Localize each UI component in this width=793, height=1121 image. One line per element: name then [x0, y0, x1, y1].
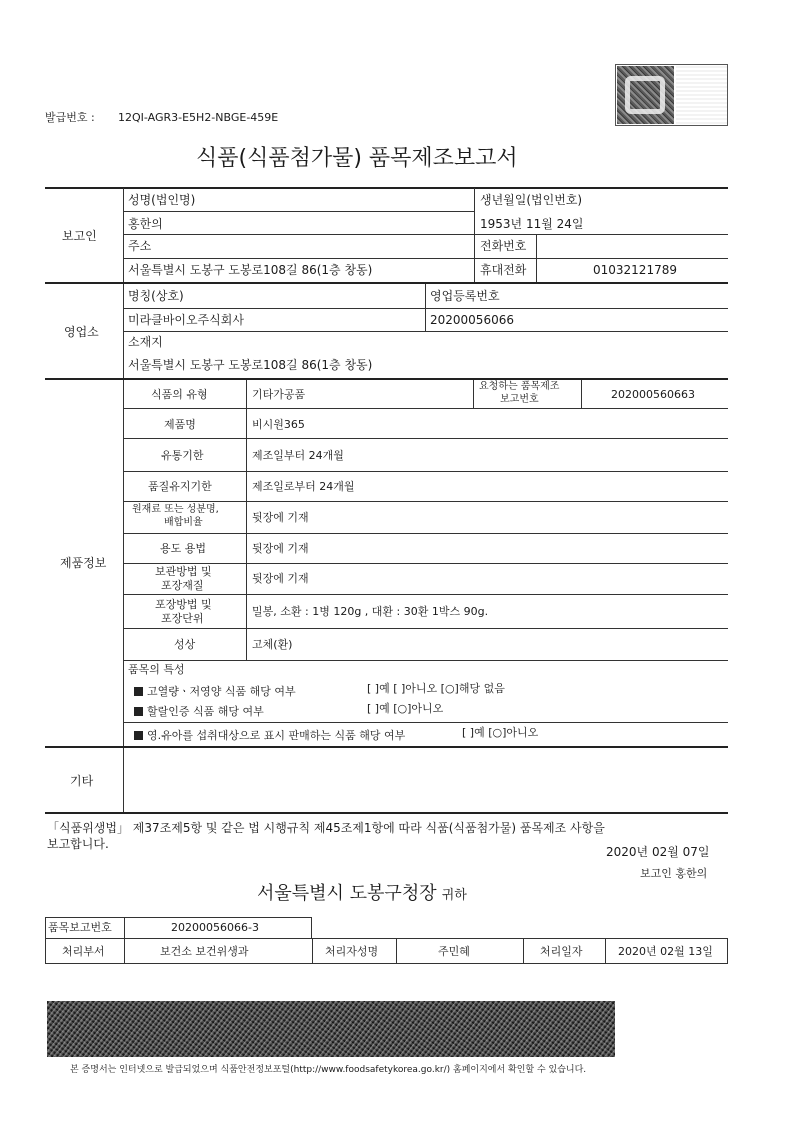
square-bullet-icon: [134, 687, 143, 696]
storage-label: 보관방법 및: [155, 565, 212, 578]
recipient-name: 서울특별시 도봉구청장: [257, 883, 437, 904]
reporter-mobile: 01032121789: [593, 263, 677, 277]
item-report-number: 20200056066-3: [171, 921, 259, 934]
feature-value: [ ]예 [○]아니오: [367, 702, 444, 715]
feature-row-low-nutrition: [134, 683, 296, 699]
feature-row-halal: [134, 703, 264, 719]
processing-date-label: 처리일자: [540, 945, 583, 958]
business-reg-label: 영업등록번호: [430, 289, 500, 303]
dept-label: 처리부서: [62, 945, 105, 958]
storage-value: 뒷장에 기재: [252, 572, 309, 585]
item-report-number-label: 품목보고번호: [48, 921, 112, 934]
report-number-label: 요청하는 품목제조: [479, 381, 560, 392]
feature-value: [ ]예 [ ]아니오 [○]해당 없음: [367, 682, 505, 695]
official-seal-icon: [615, 64, 728, 126]
statement-line: 보고합니다.: [47, 837, 109, 851]
reporter-name: 홍한의: [128, 217, 163, 231]
handler-value: 주민혜: [438, 945, 470, 958]
report-date: 2020년 02월 07일: [606, 845, 710, 859]
business-section-label: 영업소: [64, 325, 99, 339]
storage-label-2: 포장재질: [161, 579, 204, 592]
page-title: 식품(식품첨가물) 품목제조보고서: [196, 146, 518, 171]
feature-label: 고열량ㆍ저영양 식품 해당 여부: [147, 685, 296, 698]
business-reg-number: 20200056066: [430, 313, 514, 327]
recipient-suffix: 귀하: [441, 888, 467, 903]
packaging-label: 포장방법 및: [155, 598, 212, 611]
quality-period-label: 품질유지기한: [148, 480, 212, 493]
reporter-section-label: 보고인: [62, 229, 97, 243]
handler-label: 처리자성명: [325, 945, 379, 958]
reporter-name-label: 성명(법인명): [128, 193, 196, 207]
features-label: 품목의 특성: [128, 663, 185, 676]
statement-line: 「식품위생법」 제37조제5항 및 같은 법 시행규칙 제45조제1항에 따라 식품(식품첨가물) 품목제조 사항을: [47, 821, 605, 835]
feature-label: 영.유아를 섭취대상으로 표시 판매하는 식품 해당 여부: [147, 729, 406, 742]
square-bullet-icon: [134, 731, 143, 740]
processing-date: 2020년 02월 13일: [618, 945, 713, 958]
product-name: 비시원365: [252, 418, 305, 431]
usage-label: 용도 용법: [160, 542, 207, 555]
quality-period-value: 제조일로부터 24개월: [252, 480, 355, 493]
expiry-value: 제조일부터 24개월: [252, 449, 344, 462]
form-label: 성상: [174, 638, 196, 651]
square-bullet-icon: [134, 707, 143, 716]
ingredients-label-2: 배합비율: [164, 517, 203, 528]
barcode-image: [47, 1001, 615, 1057]
reporter-address: 서울특별시 도봉구 도봉로108길 86(1층 창동): [128, 263, 373, 277]
reporter-phone-label: 전화번호: [480, 239, 527, 253]
business-name-label: 명칭(상호): [128, 289, 184, 303]
recipient: [257, 879, 467, 905]
reporter-mobile-label: 휴대전화: [480, 263, 527, 277]
issue-number: 12QI-AGR3-E5H2-NBGE-459E: [118, 111, 279, 124]
dept-value: 보건소 보건위생과: [160, 945, 249, 958]
food-type: 기타가공품: [252, 388, 306, 401]
other-label: 기타: [70, 774, 94, 788]
business-location-label: 소재지: [128, 335, 163, 349]
business-name: 미라클바이오주식회사: [128, 313, 244, 327]
reporter-signature: 보고인 홍한의: [640, 867, 708, 880]
issue-number-label: 발급번호 :: [45, 111, 95, 124]
ingredients-label: 원재료 또는 성분명,: [132, 504, 219, 515]
product-name-label: 제품명: [164, 418, 196, 431]
reporter-address-label: 주소: [128, 239, 152, 253]
ingredients-value: 뒷장에 기재: [252, 511, 309, 524]
business-location: 서울특별시 도봉구 도봉로108길 86(1층 창동): [128, 358, 373, 372]
product-section-label: 제품정보: [60, 556, 107, 570]
requested-report-number: 202000560663: [611, 388, 695, 401]
packaging-label-2: 포장단위: [161, 612, 204, 625]
food-type-label: 식품의 유형: [151, 388, 208, 401]
usage-value: 뒷장에 기재: [252, 542, 309, 555]
packaging-value: 밀봉, 소환 : 1병 120g , 대환 : 30환 1박스 90g.: [252, 605, 489, 618]
feature-label: 할랄인증 식품 해당 여부: [147, 705, 264, 718]
footer-note: 본 증명서는 인터넷으로 발급되었으며 식품안전정보포털(http://www.foodsafetykorea.go.kr/) 홈페이지에서 확인할 수 있습니다.: [70, 1065, 587, 1075]
form-value: 고체(환): [252, 638, 293, 651]
reporter-birth: 1953년 11월 24일: [480, 217, 584, 231]
reporter-birth-label: 생년월일(법인번호): [480, 193, 583, 207]
expiry-label: 유통기한: [161, 449, 204, 462]
report-number-label-2: 보고번호: [500, 394, 539, 405]
feature-value: [ ]예 [○]아니오: [462, 726, 539, 739]
feature-row-infant: [134, 727, 405, 743]
